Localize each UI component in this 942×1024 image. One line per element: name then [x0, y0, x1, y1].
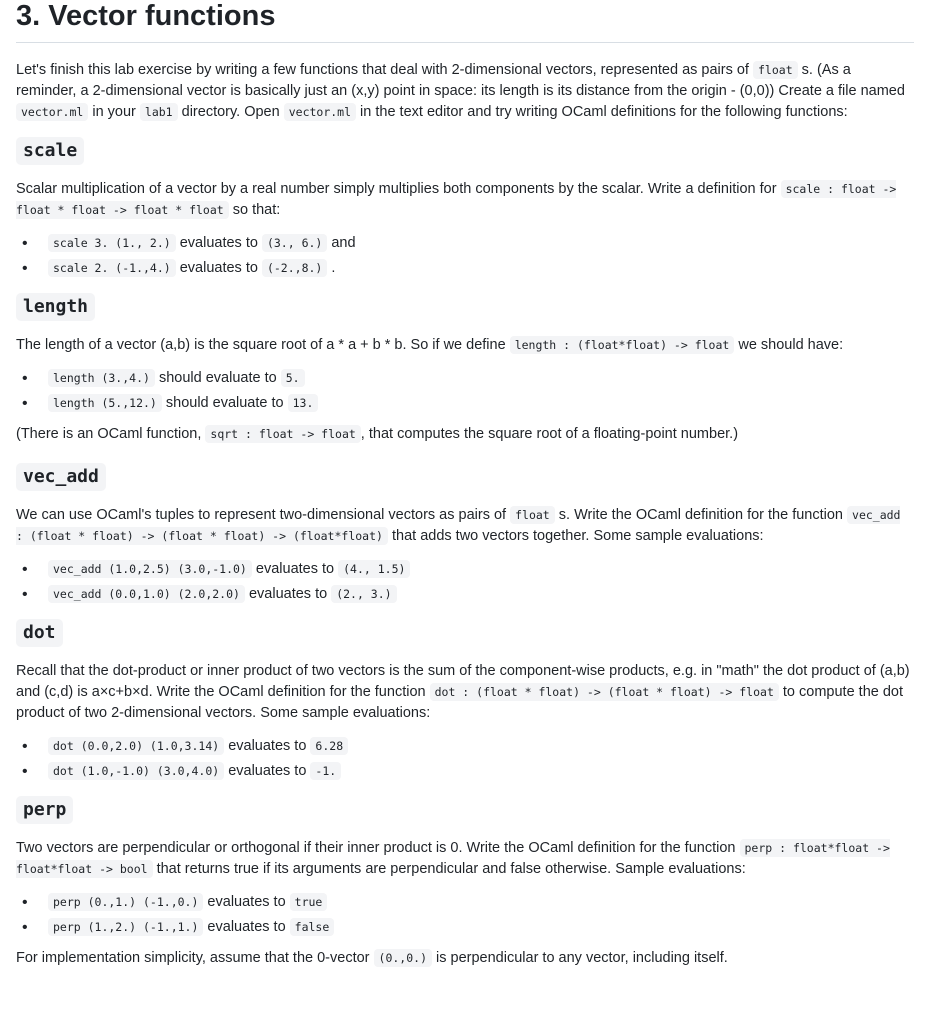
- inline-code: sqrt : float -> float: [205, 425, 360, 443]
- inline-code: vector.ml: [16, 103, 88, 121]
- list-item: • length (5.,12.) should evaluate to 13.: [16, 393, 914, 414]
- scale-examples: [16, 233, 914, 279]
- section-title-length: length: [16, 293, 95, 321]
- section-title-perp: perp: [16, 796, 73, 824]
- length-examples: [16, 368, 914, 414]
- section-title-dot: dot: [16, 619, 63, 647]
- scale-description: Scalar multiplication of a vector by a real number simply multiplies both components by the scalar. Write a definition for scale : float -> float * float -> float * float so that:: [16, 181, 897, 218]
- section-vec-add: [16, 463, 914, 605]
- intro-paragraph: Let's finish this lab exercise by writing a few functions that deal with 2-dimensional vectors, represented as pairs of float s. (As a reminder, a 2-dimensional vector is basically just an (x,y) point in space: its length is its distance from the origin - (0,0)) Create a file named vector.ml in your lab1 directory. Open vector.ml in the text editor and try writing OCaml definitions for the following functions:: [16, 62, 905, 120]
- vec-add-description: We can use OCaml's tuples to represent two-dimensional vectors as pairs of float s. Write the OCaml definition for the function vec_add : (float * float) -> (float * float) -> (float*float) that adds two vectors together. Some sample evaluations:: [16, 507, 901, 544]
- inline-code: float: [753, 61, 798, 79]
- section-dot: [16, 619, 914, 782]
- list-item: • perp (1.,2.) (-1.,1.) evaluates to false: [16, 917, 914, 938]
- inline-code: lab1: [140, 103, 178, 121]
- perp-description: Two vectors are perpendicular or orthogonal if their inner product is 0. Write the OCaml definition for the function perp : float*float -> float*float -> bool that returns true if its arguments are perpendicular and false otherwise. Sample evaluations:: [16, 840, 890, 877]
- inline-code: length : (float*float) -> float: [510, 336, 735, 354]
- inline-code: dot : (float * float) -> (float * float) -> float: [430, 683, 779, 701]
- section-title-scale: scale: [16, 137, 84, 165]
- list-item: • vec_add (0.0,1.0) (2.0,2.0) evaluates to (2., 3.): [16, 584, 914, 605]
- list-item: • dot (1.0,-1.0) (3.0,4.0) evaluates to -1.: [16, 761, 914, 782]
- inline-code: vec_add : (float * float) -> (float * float) -> (float*float): [16, 508, 901, 543]
- section-title-vec-add: vec_add: [16, 463, 106, 491]
- perp-examples: [16, 892, 914, 938]
- section-perp: [16, 796, 914, 969]
- perp-note: For implementation simplicity, assume that the 0-vector (0.,0.) is perpendicular to any vector, including itself.: [16, 950, 728, 966]
- inline-code: (0.,0.): [374, 949, 432, 967]
- list-item: • length (3.,4.) should evaluate to 5.: [16, 368, 914, 389]
- inline-code: scale : float -> float * float -> float * float: [16, 182, 897, 217]
- dot-description: Recall that the dot-product or inner product of two vectors is the sum of the component-wise products, e.g. in "math" the dot product of (a,b) and (c,d) is a×c+b×d. Write the OCaml definition for the function dot : (float * float) -> (float * float) -> float to compute the dot product of two 2-dimensional vectors. Some sample evaluations:: [16, 663, 910, 721]
- list-item: • perp (0.,1.) (-1.,0.) evaluates to true: [16, 892, 914, 913]
- page-title: 3. Vector functions: [16, 0, 914, 43]
- length-note: (There is an OCaml function, sqrt : float -> float , that computes the square root of a floating-point number.): [16, 426, 739, 442]
- inline-code: vector.ml: [284, 103, 356, 121]
- section-scale: [16, 137, 914, 279]
- list-item: • dot (0.0,2.0) (1.0,3.14) evaluates to 6.28: [16, 736, 914, 757]
- section-length: [16, 293, 914, 445]
- list-item: • vec_add (1.0,2.5) (3.0,-1.0) evaluates to (4., 1.5): [16, 559, 914, 580]
- vec-add-examples: [16, 559, 914, 605]
- inline-code: float: [510, 506, 555, 524]
- length-description: The length of a vector (a,b) is the square root of a * a + b * b. So if we define length : (float*float) -> float we should have:: [16, 337, 844, 353]
- inline-code: perp : float*float -> float*float -> bool: [16, 841, 890, 876]
- dot-examples: [16, 736, 914, 782]
- list-item: • scale 2. (-1.,4.) evaluates to (-2.,8.) .: [16, 258, 914, 279]
- list-item: • scale 3. (1., 2.) evaluates to (3., 6.) and: [16, 233, 914, 254]
